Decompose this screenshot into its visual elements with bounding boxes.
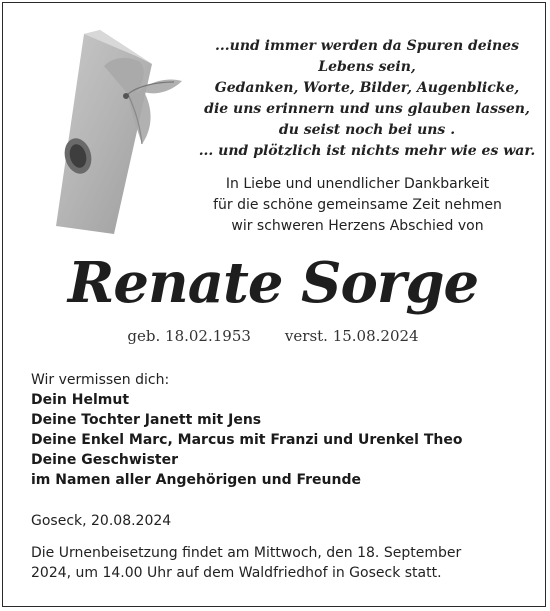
death-date: verst. 15.08.2024 (284, 327, 419, 345)
poem-line: ... und plötzlich ist nichts mehr wie es war. (198, 143, 536, 159)
mourner-name: Deine Enkel Marc, Marcus mit Franzi und Urenkel Theo (31, 432, 463, 448)
mourner-name: im Namen aller Angehörigen und Freunde (31, 472, 361, 488)
deceased-name: Renate Sorge (67, 250, 479, 316)
intro-line: In Liebe und unendlicher Dankbarkeit (225, 176, 490, 192)
poem-line: ...und immer werden da Spuren deines (215, 38, 519, 54)
poem-line: du seist noch bei uns . (278, 122, 456, 138)
poem-line: Lebens sein, (318, 59, 416, 75)
place-and-date: Goseck, 20.08.2024 (31, 513, 172, 529)
birth-date: geb. 18.02.1953 (127, 327, 251, 345)
mourners-list (31, 370, 536, 490)
burial-notice (31, 543, 526, 583)
notice-line: Die Urnenbeisetzung findet am Mittwoch, den 18. September (31, 545, 462, 561)
intro-line: für die schöne gemeinsame Zeit nehmen (213, 197, 502, 213)
farewell-intro (175, 174, 540, 237)
memorial-poem (192, 36, 542, 162)
mourners-intro: Wir vermissen dich: (31, 372, 170, 388)
mourner-name: Dein Helmut (31, 392, 130, 408)
poem-line: Gedanken, Worte, Bilder, Augenblicke, (214, 80, 520, 96)
mourner-name: Deine Tochter Janett mit Jens (31, 412, 262, 428)
mourner-name: Deine Geschwister (31, 452, 178, 468)
poem-line: die uns erinnern und uns glauben lassen, (204, 101, 530, 117)
life-dates (0, 326, 546, 346)
notice-line: 2024, um 14.00 Uhr auf dem Waldfriedhof in Goseck statt. (31, 565, 442, 581)
intro-line: wir schweren Herzens Abschied von (231, 218, 484, 234)
tag-ribbon-image (44, 26, 194, 236)
